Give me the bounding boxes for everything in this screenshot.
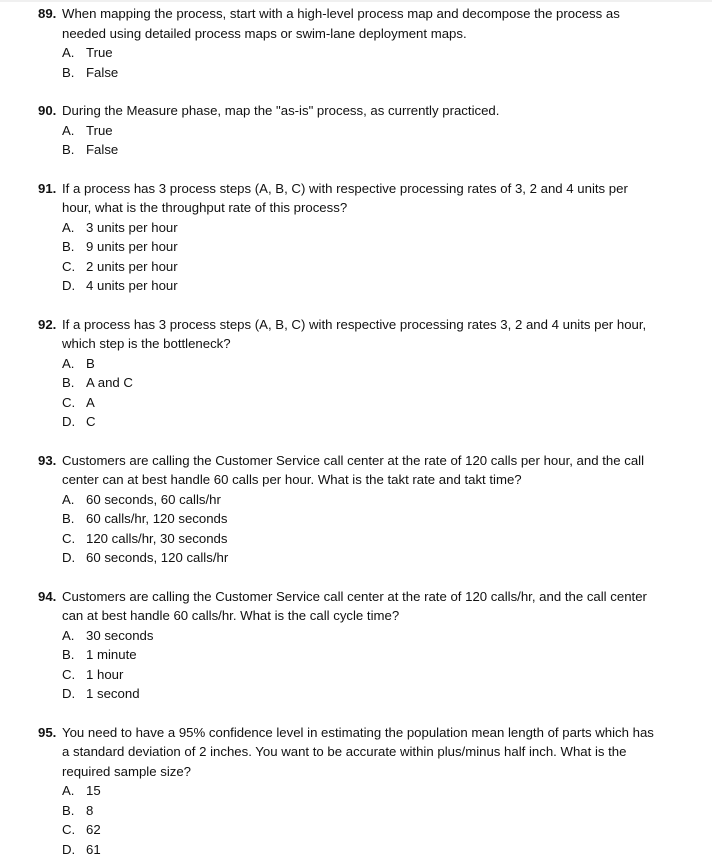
question-89 bbox=[0, 4, 712, 82]
question-91 bbox=[0, 179, 712, 296]
option-text: A bbox=[86, 394, 95, 410]
option-text: C bbox=[86, 414, 96, 429]
options-list bbox=[0, 490, 712, 568]
question-94 bbox=[0, 587, 712, 704]
option-text: True bbox=[86, 45, 113, 60]
option-letter: B. bbox=[62, 802, 75, 818]
option-text: 8 bbox=[86, 802, 94, 818]
option-letter: D. bbox=[62, 414, 76, 429]
option-c bbox=[0, 529, 712, 549]
option-letter: C. bbox=[62, 530, 76, 546]
option-letter: A. bbox=[62, 355, 75, 371]
option-a bbox=[0, 781, 712, 801]
option-b bbox=[0, 801, 712, 821]
question-stem bbox=[0, 101, 712, 121]
question-number: 94. bbox=[38, 588, 57, 604]
question-95 bbox=[0, 723, 712, 860]
options-list bbox=[0, 626, 712, 704]
option-text: 4 units per hour bbox=[86, 278, 178, 293]
option-letter: D. bbox=[62, 550, 76, 565]
option-text: 60 seconds, 60 calls/hr bbox=[86, 491, 221, 507]
option-text: True bbox=[86, 122, 113, 138]
option-c bbox=[0, 665, 712, 685]
question-90 bbox=[0, 101, 712, 160]
option-a bbox=[0, 626, 712, 646]
option-d bbox=[0, 412, 712, 432]
option-text: 15 bbox=[86, 783, 101, 798]
option-text: 61 bbox=[86, 841, 101, 857]
option-text: 1 minute bbox=[86, 647, 137, 662]
option-text: 2 units per hour bbox=[86, 258, 178, 274]
question-text: Customers are calling the Customer Service call center at the rate of 120 calls/hr, and the call center can at best handle 60 calls/hr. What is the call cycle time? bbox=[62, 588, 647, 623]
option-letter: B. bbox=[62, 239, 75, 254]
option-letter: C. bbox=[62, 394, 76, 410]
option-text: 60 calls/hr, 120 seconds bbox=[86, 511, 228, 526]
option-letter: B. bbox=[62, 647, 75, 662]
options-list bbox=[0, 43, 712, 82]
option-letter: B. bbox=[62, 511, 75, 526]
options-list bbox=[0, 781, 712, 859]
option-text: 3 units per hour bbox=[86, 219, 178, 235]
question-text: During the Measure phase, map the "as-is" process, as currently practiced. bbox=[62, 103, 500, 118]
option-text: 60 seconds, 120 calls/hr bbox=[86, 550, 229, 565]
option-text: False bbox=[86, 64, 119, 80]
option-letter: B. bbox=[62, 64, 75, 80]
option-b bbox=[0, 373, 712, 393]
option-text: 62 bbox=[86, 822, 101, 837]
option-letter: A. bbox=[62, 45, 75, 60]
option-letter: A. bbox=[62, 219, 75, 235]
option-b bbox=[0, 237, 712, 257]
option-d bbox=[0, 840, 712, 860]
option-letter: A. bbox=[62, 122, 75, 138]
option-c bbox=[0, 393, 712, 413]
question-text: If a process has 3 process steps (A, B, C) with respective processing rates of 3, 2 and 4 units per hour, what is the throughput rate of this process? bbox=[62, 180, 628, 215]
question-stem bbox=[0, 179, 712, 218]
question-number: 95. bbox=[38, 724, 57, 740]
question-number: 90. bbox=[38, 103, 57, 118]
question-stem bbox=[0, 451, 712, 490]
option-text: 30 seconds bbox=[86, 627, 154, 643]
question-stem bbox=[0, 4, 712, 43]
option-d bbox=[0, 276, 712, 296]
question-text: You need to have a 95% confidence level in estimating the population mean length of parts which has a standard deviation of 2 inches. You want to be accurate within plus/minus half inch. What is the required sample size? bbox=[62, 724, 654, 779]
option-letter: A. bbox=[62, 491, 75, 507]
question-stem bbox=[0, 315, 712, 354]
option-a bbox=[0, 354, 712, 374]
option-a bbox=[0, 121, 712, 141]
question-stem bbox=[0, 723, 712, 782]
option-letter: A. bbox=[62, 627, 75, 643]
option-d bbox=[0, 684, 712, 704]
option-a bbox=[0, 218, 712, 238]
question-text: When mapping the process, start with a high-level process map and decompose the process as needed using detailed process maps or swim-lane deployment maps. bbox=[62, 6, 620, 41]
option-a bbox=[0, 43, 712, 63]
top-divider bbox=[0, 0, 712, 2]
question-92 bbox=[0, 315, 712, 432]
option-a bbox=[0, 490, 712, 510]
question-number: 89. bbox=[38, 6, 57, 21]
options-list bbox=[0, 354, 712, 432]
option-b bbox=[0, 509, 712, 529]
option-b bbox=[0, 645, 712, 665]
option-text: B bbox=[86, 355, 95, 371]
option-d bbox=[0, 548, 712, 568]
option-letter: A. bbox=[62, 783, 75, 798]
option-letter: C. bbox=[62, 822, 76, 837]
option-b bbox=[0, 140, 712, 160]
question-stem bbox=[0, 587, 712, 626]
question-number: 91. bbox=[38, 180, 57, 196]
option-letter: D. bbox=[62, 686, 76, 701]
question-number: 92. bbox=[38, 316, 57, 332]
question-text: Customers are calling the Customer Service call center at the rate of 120 calls per hour, and the call center can at best handle 60 calls per hour. What is the takt rate and takt time? bbox=[62, 452, 645, 487]
option-text: False bbox=[86, 142, 119, 157]
option-letter: D. bbox=[62, 841, 76, 857]
option-letter: C. bbox=[62, 258, 76, 274]
options-list bbox=[0, 218, 712, 296]
question-93 bbox=[0, 451, 712, 568]
option-text: 1 hour bbox=[86, 666, 124, 682]
option-letter: D. bbox=[62, 278, 76, 293]
option-text: 9 units per hour bbox=[86, 239, 178, 254]
option-c bbox=[0, 257, 712, 277]
option-text: 1 second bbox=[86, 686, 140, 701]
option-c bbox=[0, 820, 712, 840]
option-letter: B. bbox=[62, 375, 75, 390]
option-text: 120 calls/hr, 30 seconds bbox=[86, 530, 228, 546]
option-text: A and C bbox=[86, 375, 133, 390]
question-number: 93. bbox=[38, 452, 57, 468]
option-letter: C. bbox=[62, 666, 76, 682]
options-list bbox=[0, 121, 712, 160]
option-letter: B. bbox=[62, 142, 75, 157]
option-b bbox=[0, 63, 712, 83]
question-text: If a process has 3 process steps (A, B, C) with respective processing rates 3, 2 and 4 units per hour, which step is the bottleneck? bbox=[62, 316, 647, 351]
